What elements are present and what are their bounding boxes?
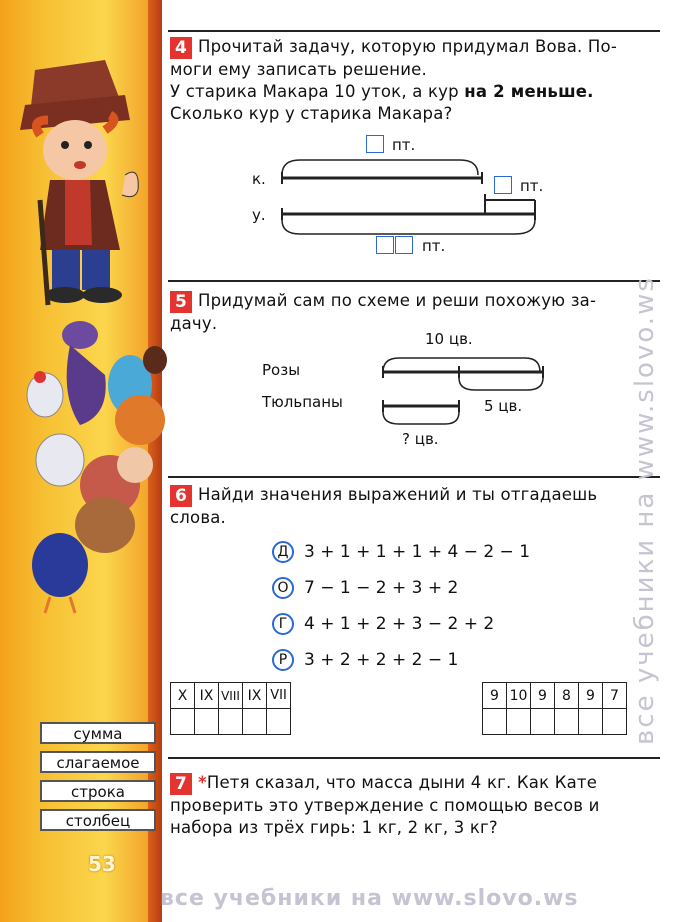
answer-cell[interactable] — [195, 709, 219, 735]
answer-cell[interactable] — [579, 709, 603, 735]
watermark-bottom: все учебники на www.slovo.ws — [160, 886, 579, 911]
expression-row: Р 3 + 2 + 2 + 2 − 1 — [272, 647, 458, 673]
answer-box[interactable] — [494, 176, 512, 194]
expression-row: О 7 − 1 − 2 + 3 + 2 — [272, 575, 458, 601]
diagram-bottom-label: ? цв. — [402, 430, 439, 448]
answer-cell[interactable] — [267, 709, 291, 735]
letter-circle: О — [272, 577, 294, 599]
answer-cell[interactable] — [483, 709, 507, 735]
page-number: 53 — [88, 852, 116, 876]
expression-row: Г 4 + 1 + 2 + 3 − 2 + 2 — [272, 611, 494, 637]
boy-illustration — [10, 60, 155, 310]
letter-circle: Г — [272, 613, 294, 635]
task-4-number: 4 — [170, 37, 192, 59]
answer-table-1: X IX VIII IX VII — [170, 682, 291, 735]
row-label-tulips: Тюльпаны — [262, 393, 343, 411]
task-4-diagram — [270, 150, 550, 240]
answer-cell[interactable] — [555, 709, 579, 735]
label-k: к. — [252, 170, 266, 188]
task-6-text: 6 Найди значения выражений и ты отгадаешь слова. — [170, 485, 598, 527]
expression-row: Д 3 + 1 + 1 + 1 + 4 − 2 − 1 — [272, 539, 530, 565]
task-6-number: 6 — [170, 485, 192, 507]
term-summa: сумма — [40, 722, 156, 744]
divider — [168, 757, 660, 759]
label-u: у. — [252, 206, 266, 224]
answer-box[interactable] — [366, 135, 384, 153]
answer-table-2: 9 10 9 8 9 7 — [482, 682, 627, 735]
letter-circle: Д — [272, 541, 294, 563]
task-5-diagram — [375, 350, 550, 430]
term-slagaemoe: слагаемое — [40, 751, 156, 773]
answer-cell[interactable] — [531, 709, 555, 735]
row-label-roses: Розы — [262, 361, 301, 379]
divider — [168, 476, 660, 478]
task-7-text: 7 *Петя сказал, что масса дыни 4 кг. Как Кате проверить это утверждение с помощью весов и набора из трёх гирь: 1 кг, 2 кг, 3 кг? — [170, 773, 600, 837]
letter-circle: Р — [272, 649, 294, 671]
answer-cell[interactable] — [243, 709, 267, 735]
answer-box[interactable] — [395, 236, 413, 254]
answer-box[interactable] — [376, 236, 394, 254]
task-7-number: 7 — [170, 773, 192, 795]
divider — [168, 30, 660, 32]
answer-cell[interactable] — [171, 709, 195, 735]
divider — [168, 280, 660, 282]
task-4-text: 4 Прочитай задачу, которую придумал Вова. По- моги ему записать решение. У старика Макара 10 уток, а кур на 2 меньше. Сколько кур у старика Макара? — [170, 37, 617, 123]
answer-cell[interactable] — [219, 709, 243, 735]
term-stolbets: столбец — [40, 809, 156, 831]
answer-cell[interactable] — [603, 709, 627, 735]
task-5-number: 5 — [170, 291, 192, 313]
diagram-top-label: 10 цв. — [425, 330, 473, 348]
answer-cell[interactable] — [507, 709, 531, 735]
diagram-right-label: 5 цв. — [484, 397, 523, 415]
task-5-text: 5 Придумай сам по схеме и реши похожую за- дачу. — [170, 291, 597, 333]
term-stroka: строка — [40, 780, 156, 802]
watermark-vertical: все учебники на www.slovo.ws — [630, 276, 660, 745]
birds-illustration — [20, 315, 170, 615]
